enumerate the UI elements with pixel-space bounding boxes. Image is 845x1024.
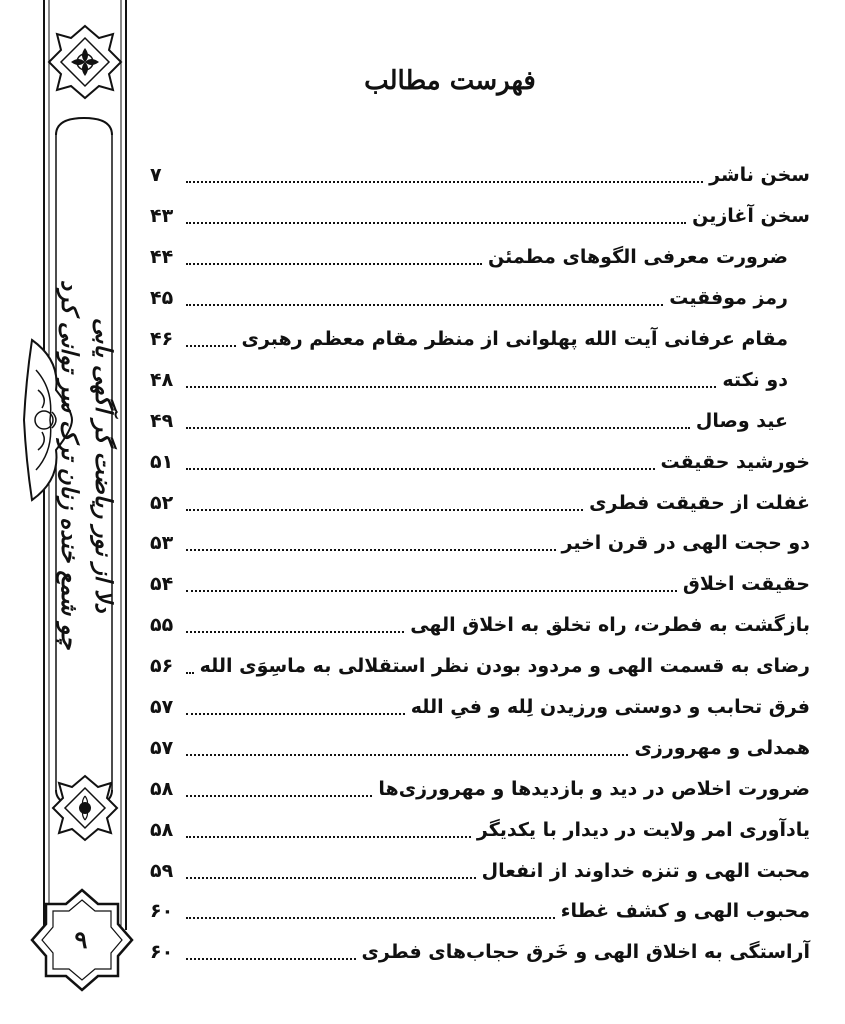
toc-entry[interactable] <box>150 482 810 523</box>
toc-entry-page: ۵۷ <box>150 696 174 719</box>
toc-entry-page: ۴۶ <box>150 328 174 350</box>
toc-entry-title: دو نکته <box>722 368 788 391</box>
toc-entry[interactable] <box>150 359 810 400</box>
toc-entry[interactable] <box>150 564 810 605</box>
toc-entry[interactable] <box>150 687 810 728</box>
toc-entry[interactable] <box>150 932 810 973</box>
sidebar-poem-line-1: دلا از نور ریاضت گر آگهی یابی <box>90 317 117 613</box>
toc-entry-page: ۷ <box>150 164 162 187</box>
page-number: ۹ <box>74 925 88 954</box>
toc-entry[interactable] <box>150 809 810 850</box>
toc-entry-title: سخن ناشر <box>709 164 810 187</box>
toc-entry-page: ۵۲ <box>150 491 174 514</box>
toc-entry[interactable] <box>150 196 810 237</box>
toc-entry[interactable] <box>150 727 810 768</box>
toc-entry-page: ۴۳ <box>150 205 174 228</box>
toc-entry[interactable] <box>150 768 810 809</box>
dot-leader <box>186 789 372 797</box>
toc-entry[interactable] <box>150 605 810 646</box>
toc-entry-title: مقام عرفانی آیت الله پهلوانی از منظر مقام معظم رهبری <box>241 328 788 350</box>
toc-entry-title: آراستگی به اخلاق الهی و خَرق حجاب‌های فطری <box>361 941 810 964</box>
sidebar-poem <box>46 150 120 780</box>
dot-leader <box>186 503 583 511</box>
dot-leader <box>186 748 628 756</box>
dot-leader <box>186 339 236 347</box>
dot-leader <box>186 666 194 674</box>
toc-entry-page: ۴۵ <box>150 287 174 310</box>
toc-entry[interactable] <box>150 278 810 319</box>
toc-entry-page: ۵۷ <box>150 736 174 759</box>
toc-entry-title: رضای به قسمت الهی و مردود بودن نظر استقلالی به ماسِوَی الله <box>199 655 810 678</box>
dot-leader <box>186 298 663 306</box>
toc-entry-title: رمز موفقیت <box>669 287 788 310</box>
dot-leader <box>186 952 356 960</box>
dot-leader <box>186 584 677 592</box>
toc-entry-title: حقیقت اخلاق <box>682 573 810 596</box>
page-title: فهرست مطالب <box>364 66 536 96</box>
toc-entry-title: خورشید حقیقت <box>660 450 810 473</box>
toc-entry-title: ضرورت اخلاص در دید و بازدیدها و مهرورزی‌ها <box>378 777 810 800</box>
dot-leader <box>186 911 555 919</box>
toc-entry[interactable] <box>150 523 810 564</box>
toc-entry[interactable] <box>150 646 810 687</box>
toc-entry-title: فرق تحابب و دوستی ورزیدن لِله و فیِ الله <box>410 696 810 719</box>
toc-entry-page: ۶۰ <box>150 941 174 964</box>
dot-leader <box>186 462 655 470</box>
dot-leader <box>186 380 716 388</box>
toc-entry-title: دو حجت الهی در قرن اخیر <box>561 532 810 555</box>
toc-entry-title: یادآوری امر ولایت در دیدار با یکدیگر <box>476 818 810 841</box>
toc-entry[interactable] <box>150 155 810 196</box>
dot-leader <box>186 871 476 879</box>
dot-leader <box>186 175 703 183</box>
dot-leader <box>186 257 482 265</box>
toc-entry-title: غفلت از حقیقت فطری <box>589 491 810 514</box>
dot-leader <box>186 830 471 838</box>
dot-leader <box>186 543 556 551</box>
toc-entry-page: ۵۶ <box>150 655 174 678</box>
dot-leader <box>186 707 405 715</box>
toc-entry-title: بازگشت به فطرت، راه تخلق به اخلاق الهی <box>410 614 810 637</box>
toc-entry[interactable] <box>150 850 810 891</box>
toc-entry-page: ۵۸ <box>150 777 174 800</box>
toc-entry-page: ۵۳ <box>150 532 174 555</box>
toc-entry-page: ۵۹ <box>150 859 174 882</box>
dot-leader <box>186 625 404 633</box>
toc-entry-title: سخن آغازین <box>692 205 810 228</box>
toc-entry[interactable] <box>150 400 810 441</box>
toc-entry-title: محبوب الهی و کشف غطاء <box>560 900 810 923</box>
dot-leader <box>186 421 690 429</box>
dot-leader <box>186 216 686 224</box>
toc-entry[interactable] <box>150 319 810 360</box>
toc-entry-page: ۵۱ <box>150 450 174 473</box>
toc-entry-page: ۴۹ <box>150 409 174 432</box>
toc-entry[interactable] <box>150 441 810 482</box>
toc-entry-page: ۵۵ <box>150 614 174 637</box>
toc-entry-page: ۴۴ <box>150 246 174 269</box>
decorative-sidebar <box>0 0 140 1024</box>
toc-entry-page: ۵۸ <box>150 818 174 841</box>
toc-entry[interactable] <box>150 237 810 278</box>
toc-entry-title: محبت الهی و تنزه خداوند از انفعال <box>481 859 810 882</box>
sidebar-poem-line-2: چو شمع خنده زنان ترک سر توانی کرد <box>56 280 83 650</box>
toc-entry-title: همدلی و مهرورزی <box>634 736 810 759</box>
table-of-contents <box>150 155 810 973</box>
toc-entry-page: ۵۴ <box>150 573 174 596</box>
toc-entry-page: ۴۸ <box>150 368 174 391</box>
toc-entry-page: ۶۰ <box>150 900 174 923</box>
toc-entry-title: عید وصال <box>695 409 788 432</box>
toc-entry[interactable] <box>150 891 810 932</box>
toc-entry-title: ضرورت معرفی الگوهای مطمئن <box>487 246 788 269</box>
